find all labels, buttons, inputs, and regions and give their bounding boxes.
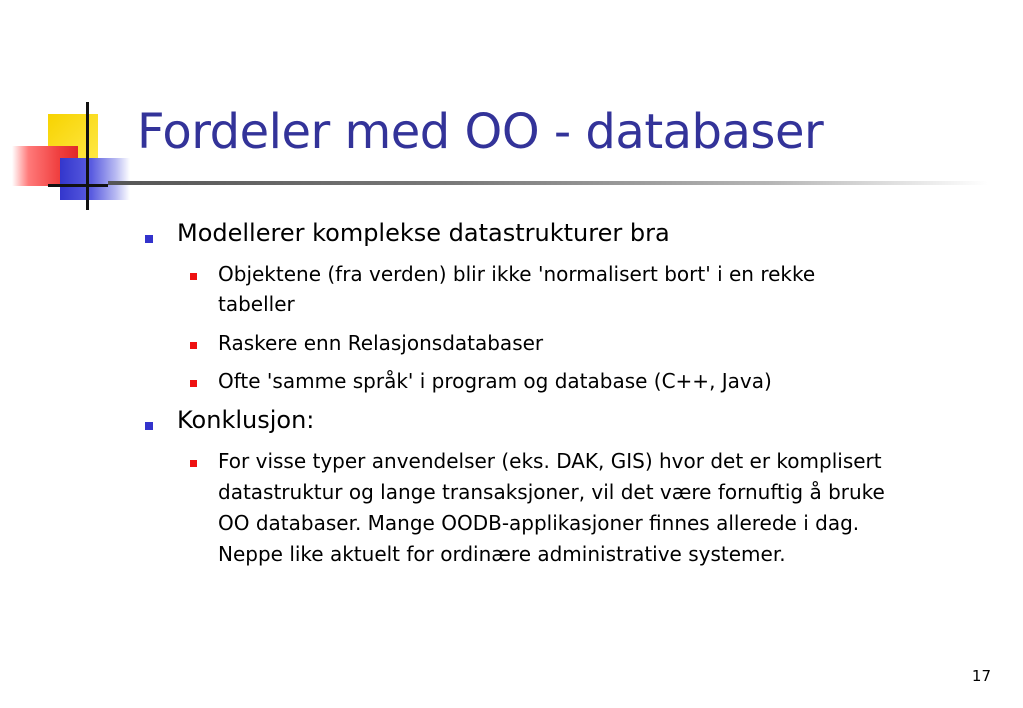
slide-title: Fordeler med OO - databaser xyxy=(137,104,824,160)
sub-bullet-line: tabeller xyxy=(218,292,295,316)
sub-bullet-line: For visse typer anvendelser (eks. DAK, GIS) hvor det er komplisert xyxy=(218,449,882,473)
sub-bullet-square-icon xyxy=(190,380,197,387)
bullet-square-icon xyxy=(145,422,153,430)
bullet-level1: Konklusjon: xyxy=(177,406,315,434)
sub-bullet-line: Objektene (fra verden) blir ikke 'normalisert bort' i en rekke xyxy=(218,262,816,286)
bullet-square-icon xyxy=(145,235,153,243)
sub-bullet-square-icon xyxy=(190,342,197,349)
bullet-level1: Modellerer komplekse datastrukturer bra xyxy=(177,219,670,247)
sub-bullet-line: OO databaser. Mange OODB-applikasjoner finnes allerede i dag. xyxy=(218,511,860,535)
sub-bullet-square-icon xyxy=(190,460,197,467)
sub-bullet-line: datastruktur og lange transaksjoner, vil det være fornuftig å bruke xyxy=(218,480,885,504)
page-number: 17 xyxy=(971,667,991,685)
sub-bullet-line: Ofte 'samme språk' i program og database (C++, Java) xyxy=(218,369,772,393)
sub-bullet-line: Neppe like aktuelt for ordinære administrative systemer. xyxy=(218,542,786,566)
sub-bullet-line: Raskere enn Relasjonsdatabaser xyxy=(218,331,544,355)
sub-bullet-square-icon xyxy=(190,273,197,280)
